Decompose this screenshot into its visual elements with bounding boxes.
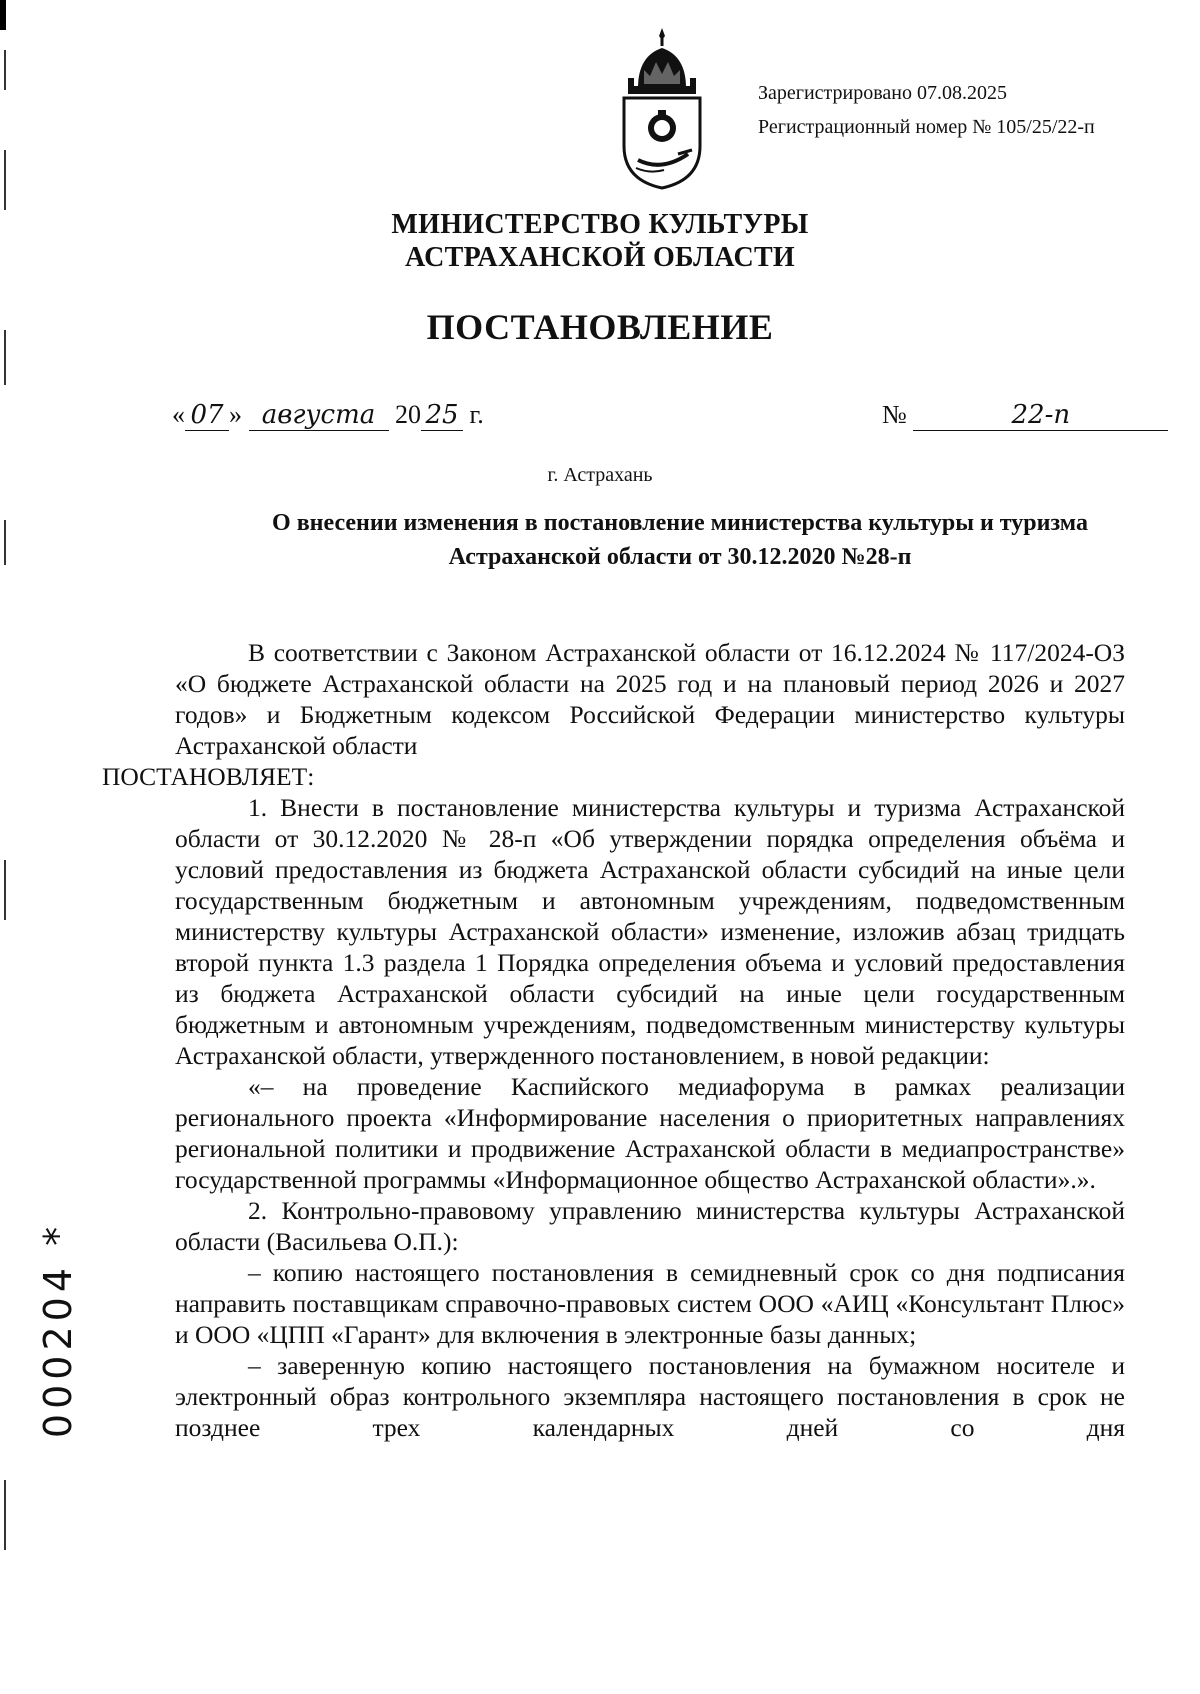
registration-date: Зарегистрировано 07.08.2025 — [758, 82, 1008, 104]
scan-edge-tick — [4, 1480, 6, 1550]
preamble-text: В соответствии с Законом Астраханской области от 16.12.2024 № 117/2024-ОЗ «О бюджете Астраханской области на 2025 год и на плановый период 2026 и 2027 годов» и Бюджетным кодексом Российской Федерации министерство культуры Астраханской области — [175, 638, 1125, 760]
date-year: 25 — [421, 400, 463, 431]
scan-edge-tick — [4, 50, 6, 90]
coat-of-arms-emblem — [618, 26, 706, 190]
paragraph-item-2-bullet-2: – заверенную копию настоящего постановления на бумажном носителе и электронный образ контрольного экземпляра настоящего постановления в срок не позднее трех календарных дней со дня — [175, 1351, 1125, 1442]
side-serial-number: 000204 * — [36, 1221, 81, 1439]
ministry-name-line1: МИНИСТЕРСТВО КУЛЬТУРЫ — [391, 209, 809, 240]
document-body — [102, 637, 1125, 1443]
number-label: № — [882, 400, 907, 429]
registration-number: Регистрационный номер № 105/25/22-п — [758, 116, 1095, 138]
quote-close: » — [229, 400, 242, 429]
paragraph-preamble — [102, 637, 1125, 792]
scan-edge-tick — [4, 860, 6, 920]
year-prefix: 20 — [395, 400, 421, 429]
city-name: г. Астрахань — [547, 464, 653, 486]
quote-open: « — [172, 400, 185, 429]
paragraph-item-2: 2. Контрольно-правовому управлению министерства культуры Астраханской области (Васильева О.П.): — [175, 1196, 1125, 1256]
ministry-name-line2: АСТРАХАНСКОЙ ОБЛАСТИ — [404, 242, 796, 273]
scan-edge-tick — [4, 150, 6, 210]
document-subject: О внесении изменения в постановление министерства культуры и туризма Астраханской области от 30.12.2020 №28-п — [272, 510, 1088, 570]
date-month: августа — [249, 400, 389, 431]
ministry-name — [0, 208, 1200, 274]
scan-edge-tick — [4, 520, 6, 565]
decree-keyword: ПОСТАНОВЛЯЕТ: — [102, 762, 315, 791]
date-day: 07 — [185, 400, 229, 431]
year-mark: г. — [469, 400, 484, 429]
paragraph-quoted-amendment: «– на проведение Каспийского медиафорума в рамках реализации регионального проекта «Информирование населения о приоритетных направлениях региональной политики и продвижение Астраханской области в медиапространстве» государственной программы «Информационное общество Астраханской области».». — [175, 1072, 1125, 1194]
paragraph-item-1: 1. Внести в постановление министерства культуры и туризма Астраханской области от 30.12.2020 № 28-п «Об утверждении порядка определения объёма и условий предоставления из бюджета Астраханской области субсидий на иные цели государственным бюджетным и автономным учреждениям, подведомственным министерству культуры Астраханской области» изменение, изложив абзац тридцать второй пункта 1.3 раздела 1 Порядка определения объема и условий предоставления из бюджета Астраханской области субсидий на иные цели государственным бюджетным и автономным учреждениям, подведомственным министерству культуры Астраханской области, утвержденного постановлением, в новой редакции: — [175, 793, 1125, 1070]
registration-note — [758, 76, 1095, 144]
document-number — [882, 400, 1168, 431]
paragraph-item-2-bullet-1: – копию настоящего постановления в семидневный срок со дня подписания направить поставщикам справочно-правовых систем ООО «АИЦ «Консультант Плюс» и ООО «ЦПП «Гарант» для включения в электронные базы данных; — [175, 1258, 1125, 1349]
number-value: 22-п — [913, 400, 1168, 431]
scan-edge-mark — [0, 0, 6, 30]
document-date — [172, 400, 484, 431]
document-type-title: ПОСТАНОВЛЕНИЕ — [426, 307, 774, 347]
